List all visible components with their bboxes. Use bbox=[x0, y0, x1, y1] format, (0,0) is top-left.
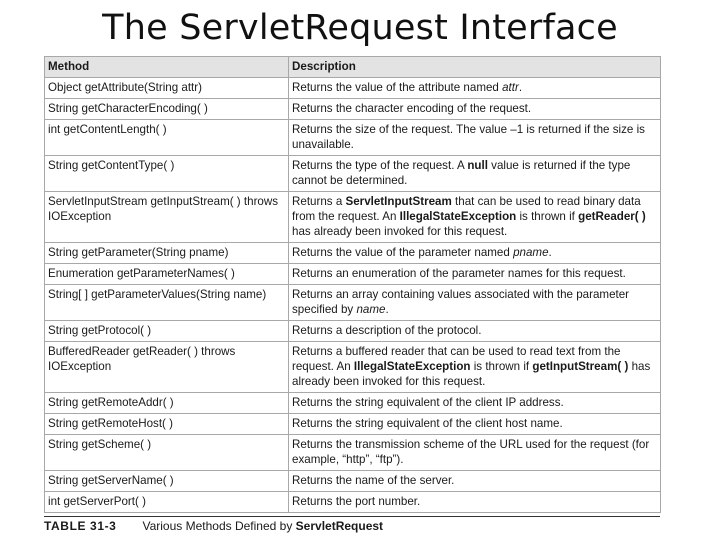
description-text: Returns a description of the protocol. bbox=[292, 324, 482, 337]
description-text: Returns the string equivalent of the client IP address. bbox=[292, 396, 564, 409]
description-text: is thrown if bbox=[516, 210, 579, 223]
description-text: Returns a buffered reader that can be used to read text from the request. An bbox=[292, 345, 621, 373]
method-signature: Object getAttribute(String attr) bbox=[45, 78, 289, 99]
description-text: . bbox=[518, 81, 523, 94]
table-row bbox=[45, 342, 661, 393]
description-code-term: ServletInputStream bbox=[345, 195, 452, 208]
method-description bbox=[289, 285, 661, 321]
method-signature: BufferedReader getReader( ) throws IOException bbox=[45, 342, 289, 393]
table-row bbox=[45, 78, 661, 99]
method-signature: String getParameter(String pname) bbox=[45, 243, 289, 264]
description-text: Returns an array containing values associated with the parameter specified by bbox=[292, 288, 630, 316]
table-row bbox=[45, 321, 661, 342]
description-text: Returns the value of the attribute named bbox=[292, 81, 503, 94]
method-signature: String getContentType( ) bbox=[45, 156, 289, 192]
description-text: . bbox=[548, 246, 552, 259]
description-text: Returns the port number. bbox=[292, 495, 421, 508]
table-row bbox=[45, 99, 661, 120]
method-description bbox=[289, 243, 661, 264]
description-text: has already been invoked for this request. bbox=[292, 225, 508, 238]
description-text: Returns the transmission scheme of the URL used for the request (for example, “http”, “ftp”). bbox=[292, 438, 650, 466]
table-row bbox=[45, 264, 661, 285]
table-row bbox=[45, 414, 661, 435]
method-column-header: Method bbox=[45, 57, 289, 78]
table-row bbox=[45, 192, 661, 243]
description-param-term: name bbox=[356, 303, 386, 316]
description-text: Returns the character encoding of the request. bbox=[292, 102, 532, 115]
description-param-term: attr bbox=[502, 81, 519, 94]
description-text: Returns the type of the request. A bbox=[292, 159, 468, 172]
caption-text: Various Methods Defined by bbox=[142, 519, 296, 533]
table-caption bbox=[44, 519, 383, 534]
table-row bbox=[45, 471, 661, 492]
table-header-row bbox=[45, 57, 661, 78]
caption-label: TABLE 31-3 bbox=[44, 519, 117, 533]
table-row bbox=[45, 393, 661, 414]
method-signature: int getContentLength( ) bbox=[45, 120, 289, 156]
description-text: Returns the name of the server. bbox=[292, 474, 455, 487]
method-description bbox=[289, 321, 661, 342]
method-description bbox=[289, 264, 661, 285]
table-row bbox=[45, 492, 661, 513]
method-description bbox=[289, 99, 661, 120]
table-row bbox=[45, 435, 661, 471]
method-description bbox=[289, 414, 661, 435]
description-text: Returns the size of the request. The value –1 is returned if the size is unavailable. bbox=[292, 123, 645, 151]
slide-title: The ServletRequest Interface bbox=[102, 8, 618, 48]
method-description bbox=[289, 192, 661, 243]
table-row bbox=[45, 120, 661, 156]
description-text: Returns the string equivalent of the client host name. bbox=[292, 417, 563, 430]
description-code-term: getInputStream( ) bbox=[532, 360, 629, 373]
method-description bbox=[289, 393, 661, 414]
description-code-term: null bbox=[467, 159, 488, 172]
description-text: . bbox=[385, 303, 389, 316]
description-text: has already been invoked for this request. bbox=[292, 360, 651, 388]
caption-rule bbox=[44, 516, 660, 517]
method-signature: int getServerPort( ) bbox=[45, 492, 289, 513]
description-column-header: Description bbox=[289, 57, 661, 78]
description-code-term: getReader( ) bbox=[578, 210, 646, 223]
description-text: value is returned if the type cannot be determined. bbox=[292, 159, 631, 187]
description-code-term: IllegalStateException bbox=[399, 210, 517, 223]
description-text: Returns the value of the parameter named bbox=[292, 246, 514, 259]
description-text: is thrown if bbox=[470, 360, 533, 373]
methods-table bbox=[44, 56, 661, 513]
description-text: Returns a bbox=[292, 195, 346, 208]
method-description bbox=[289, 156, 661, 192]
table-row bbox=[45, 156, 661, 192]
method-description bbox=[289, 492, 661, 513]
method-description bbox=[289, 471, 661, 492]
method-signature: String getRemoteHost( ) bbox=[45, 414, 289, 435]
method-signature: String getRemoteAddr( ) bbox=[45, 393, 289, 414]
method-signature: String getScheme( ) bbox=[45, 435, 289, 471]
method-description bbox=[289, 78, 661, 99]
method-description bbox=[289, 435, 661, 471]
table-row bbox=[45, 243, 661, 264]
method-description bbox=[289, 342, 661, 393]
table-body bbox=[45, 78, 661, 513]
description-text: Returns an enumeration of the parameter names for this request. bbox=[292, 267, 626, 280]
method-signature: ServletInputStream getInputStream( ) throws IOException bbox=[45, 192, 289, 243]
caption-interface-name: ServletRequest bbox=[295, 519, 384, 533]
method-description bbox=[289, 120, 661, 156]
method-signature: Enumeration getParameterNames( ) bbox=[45, 264, 289, 285]
method-signature: String getServerName( ) bbox=[45, 471, 289, 492]
method-signature: String[ ] getParameterValues(String name) bbox=[45, 285, 289, 321]
method-signature: String getProtocol( ) bbox=[45, 321, 289, 342]
method-signature: String getCharacterEncoding( ) bbox=[45, 99, 289, 120]
description-param-term: pname bbox=[513, 246, 549, 259]
description-text: that can be used to read binary data from the request. An bbox=[292, 195, 641, 223]
description-code-term: IllegalStateException bbox=[353, 360, 471, 373]
table-row bbox=[45, 285, 661, 321]
